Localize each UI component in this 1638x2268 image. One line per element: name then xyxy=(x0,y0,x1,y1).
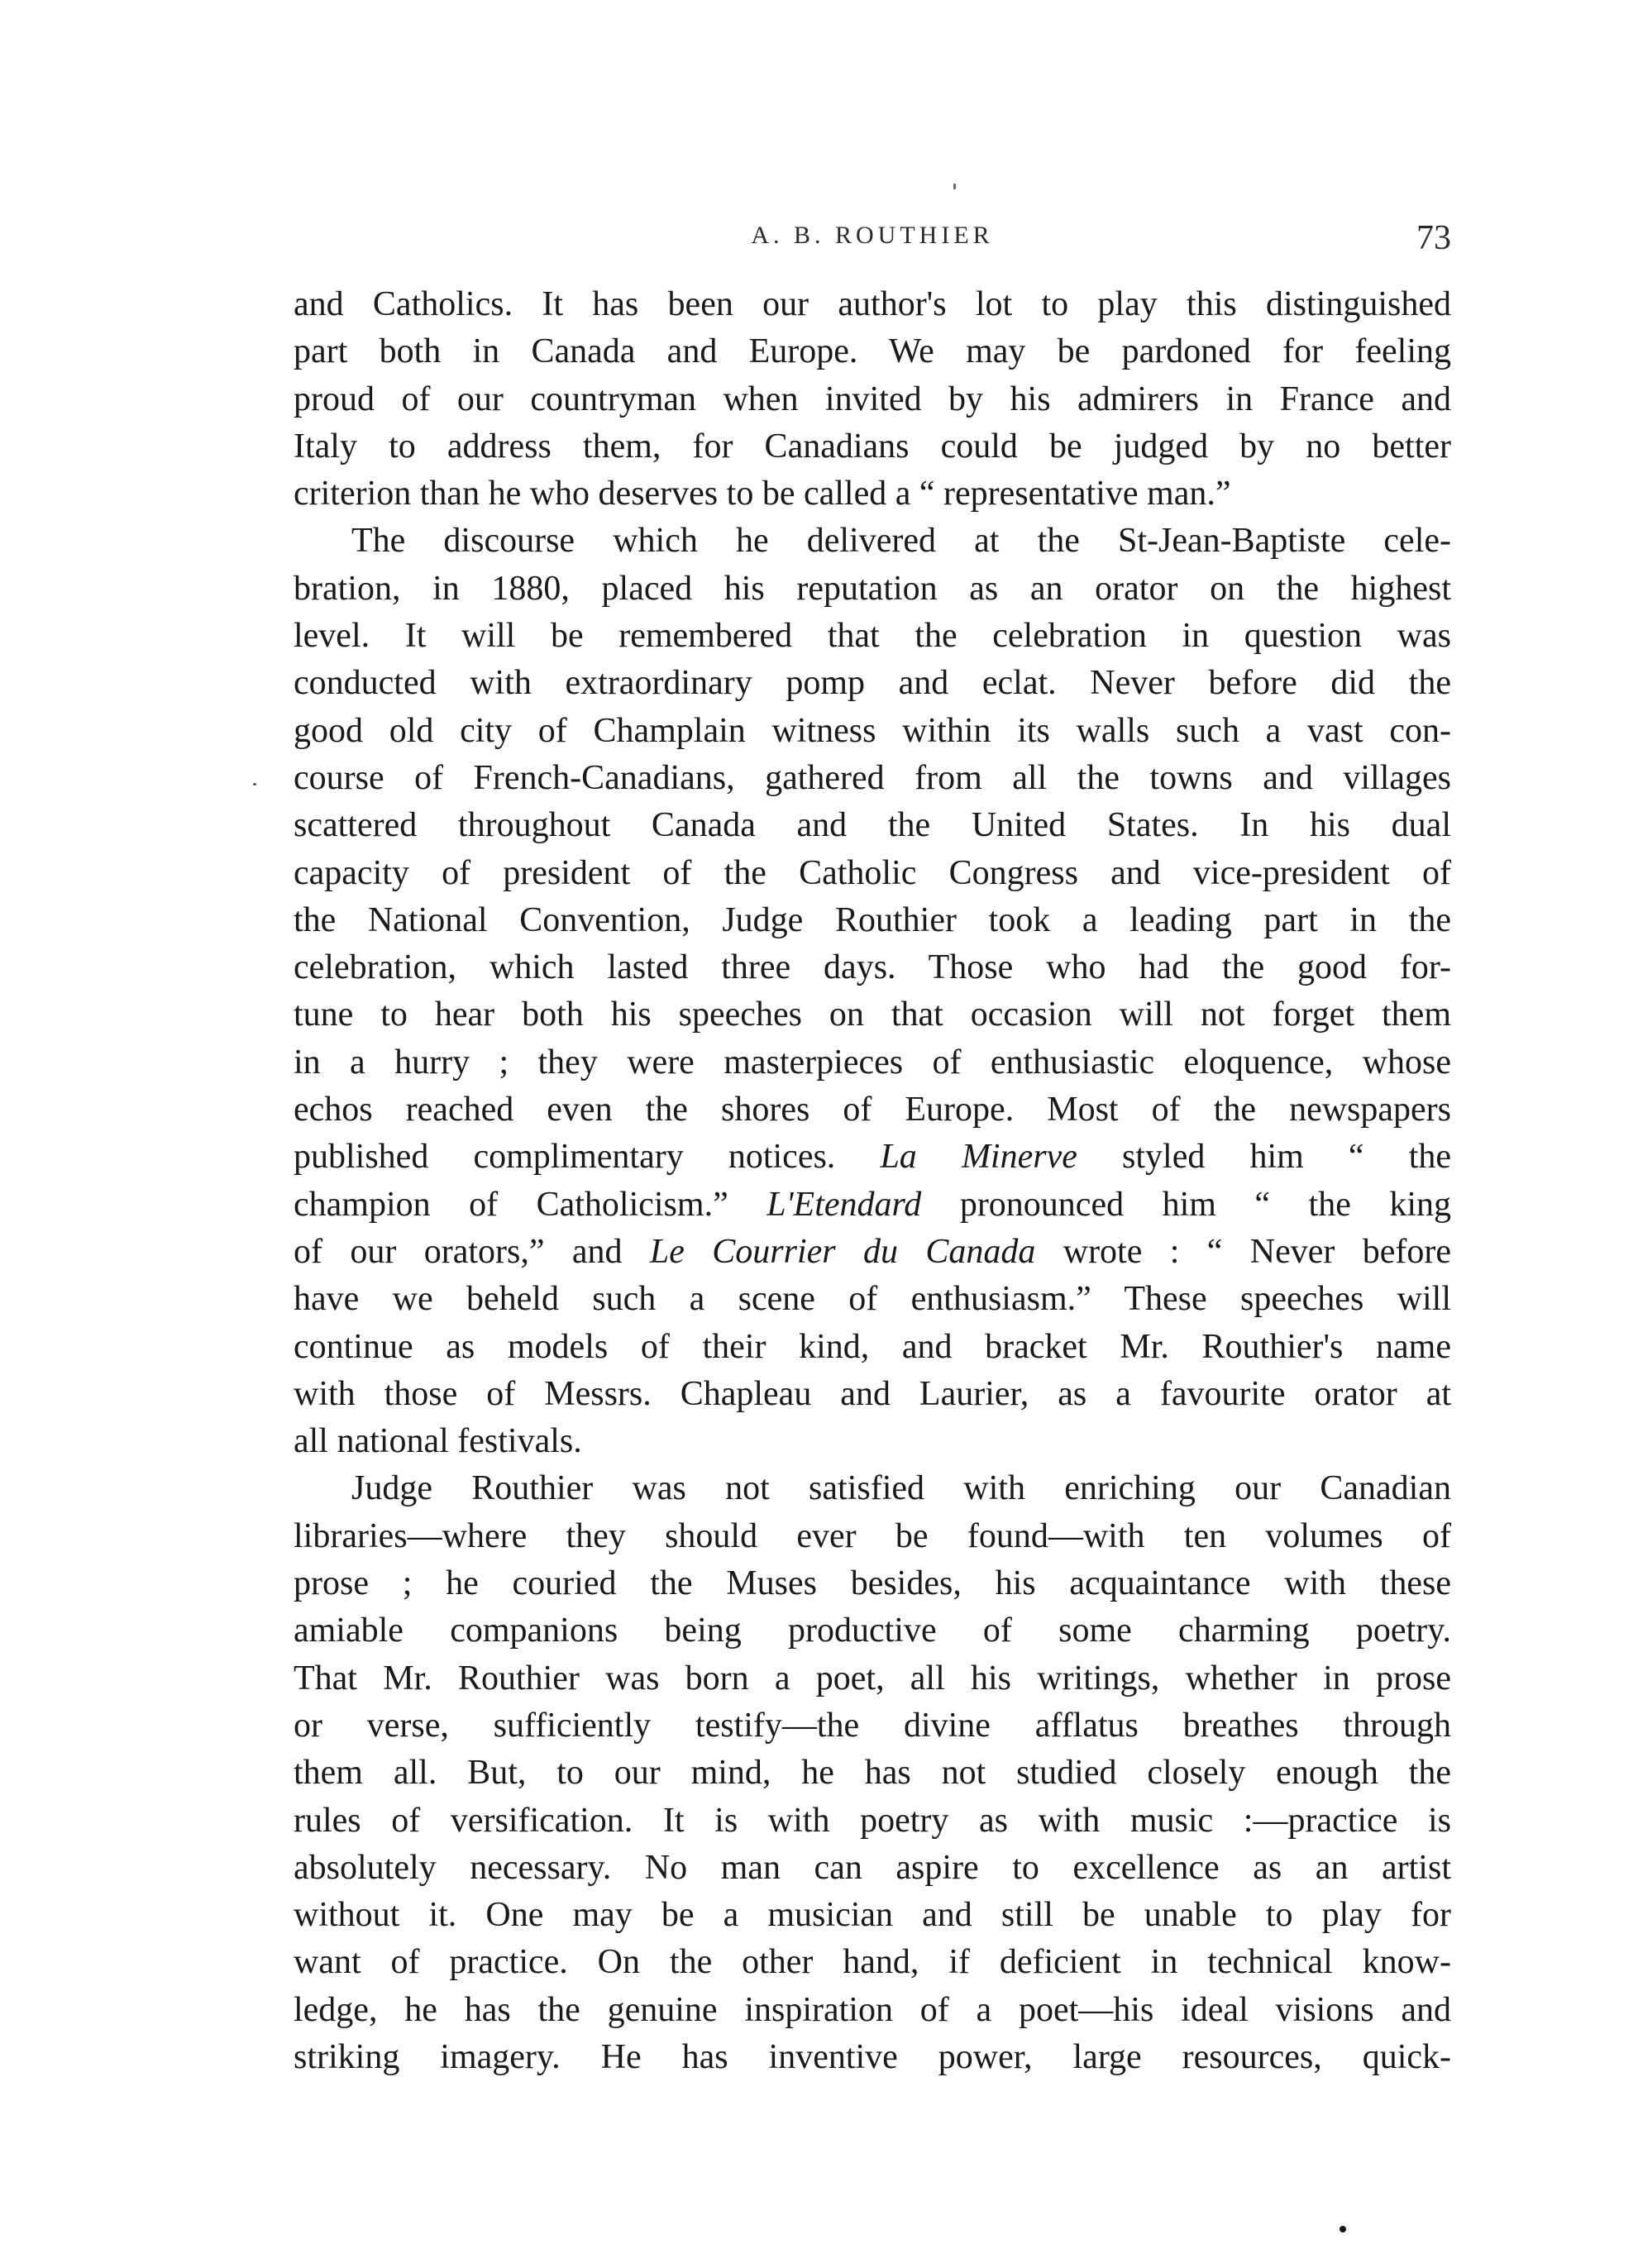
body-text xyxy=(294,281,1451,2081)
text-line: scattered throughout Canada and the United States. In his dual xyxy=(294,806,1451,845)
text-line: tune to hear both his speeches on that occasion will not forget them xyxy=(294,996,1451,1034)
line-text: pronounced him “ the king xyxy=(959,1185,1452,1224)
text-line: want of practice. On the other hand, if deficient in technical know- xyxy=(294,1943,1451,1982)
text-line: prose ; he couried the Muses besides, his acquaintance with these xyxy=(294,1564,1451,1603)
line-text: wrote : “ Never before xyxy=(1063,1232,1452,1271)
text-line: amiable companions being productive of some charming poetry. xyxy=(294,1611,1451,1650)
text-line: continue as models of their kind, and bracket Mr. Routhier's name xyxy=(294,1327,1451,1366)
text-line xyxy=(294,1134,1451,1181)
print-speck xyxy=(1340,2226,1346,2232)
text-line: rules of versification. It is with poetry as with music :—practice is xyxy=(294,1801,1451,1840)
paragraph-3 xyxy=(294,1465,1451,2081)
newspaper-title: La Minerve xyxy=(880,1138,1077,1177)
line-text: of our orators,” and xyxy=(294,1232,623,1271)
text-line: the National Convention, Judge Routhier took a leading part in the xyxy=(294,900,1451,939)
text-line: part both in Canada and Europe. We may be pardoned for feeling xyxy=(294,332,1451,371)
text-line: good old city of Champlain witness within its walls such a vast con- xyxy=(294,711,1451,750)
text-line: level. It will be remembered that the celebration in question was xyxy=(294,617,1451,656)
line-text: styled him “ the xyxy=(1122,1138,1452,1177)
newspaper-title: L'Etendard xyxy=(766,1185,922,1224)
text-line: absolutely necessary. No man can aspire to excellence as an artist xyxy=(294,1848,1451,1887)
text-line: conducted with extraordinary pomp and eclat. Never before did the xyxy=(294,664,1451,703)
newspaper-title: Le Courrier du Canada xyxy=(649,1232,1036,1271)
text-line: all national festivals. xyxy=(294,1422,582,1461)
text-line: echos reached even the shores of Europe. Most of the newspapers xyxy=(294,1091,1451,1129)
text-line: celebration, which lasted three days. Those who had the good for- xyxy=(294,948,1451,987)
text-line: in a hurry ; they were masterpieces of enthusiastic eloquence, whose xyxy=(294,1043,1451,1081)
page-number: 73 xyxy=(1416,219,1451,257)
text-line: The discourse which he delivered at the St-Jean-Baptiste cele- xyxy=(351,522,1451,561)
text-line: striking imagery. He has inventive power, large resources, quick- xyxy=(294,2037,1451,2076)
text-line: ledge, he has the genuine inspiration of a poet—his ideal visions and xyxy=(294,1990,1451,2029)
text-line: have we beheld such a scene of enthusiasm.” These speeches will xyxy=(294,1280,1451,1319)
text-line: That Mr. Routhier was born a poet, all his writings, whether in prose xyxy=(294,1659,1451,1697)
line-text: published complimentary notices. xyxy=(294,1138,836,1177)
text-line: and Catholics. It has been our author's lot to play this distinguished xyxy=(294,285,1451,323)
running-head: A. B. ROUTHIER xyxy=(751,222,994,249)
text-line: criterion than he who deserves to be called a “ representative man.” xyxy=(294,475,1231,513)
text-line: or verse, sufficiently testify—the divine afflatus breathes through xyxy=(294,1706,1451,1745)
text-line: Italy to address them, for Canadians could be judged by no better xyxy=(294,427,1451,466)
print-speck xyxy=(953,184,956,189)
paragraph-2 xyxy=(294,518,1451,1465)
print-speck xyxy=(253,783,256,785)
text-line: Judge Routhier was not satisfied with enriching our Canadian xyxy=(351,1469,1451,1508)
text-line: without it. One may be a musician and still be unable to play for xyxy=(294,1896,1451,1935)
paragraph-1 xyxy=(294,281,1451,518)
page-header xyxy=(294,219,1451,263)
text-line: them all. But, to our mind, he has not studied closely enough the xyxy=(294,1754,1451,1793)
text-line: capacity of president of the Catholic Congress and vice-president of xyxy=(294,853,1451,892)
text-line: proud of our countryman when invited by his admirers in France and xyxy=(294,380,1451,418)
text-line: libraries—where they should ever be found—with ten volumes of xyxy=(294,1516,1451,1555)
line-text: champion of Catholicism.” xyxy=(294,1185,728,1224)
text-line: course of French-Canadians, gathered from all the towns and villages xyxy=(294,758,1451,797)
text-line: with those of Messrs. Chapleau and Laurier, as a favourite orator at xyxy=(294,1374,1451,1413)
text-line: bration, in 1880, placed his reputation as an orator on the highest xyxy=(294,569,1451,608)
text-line xyxy=(294,1229,1451,1276)
text-line xyxy=(294,1182,1451,1229)
